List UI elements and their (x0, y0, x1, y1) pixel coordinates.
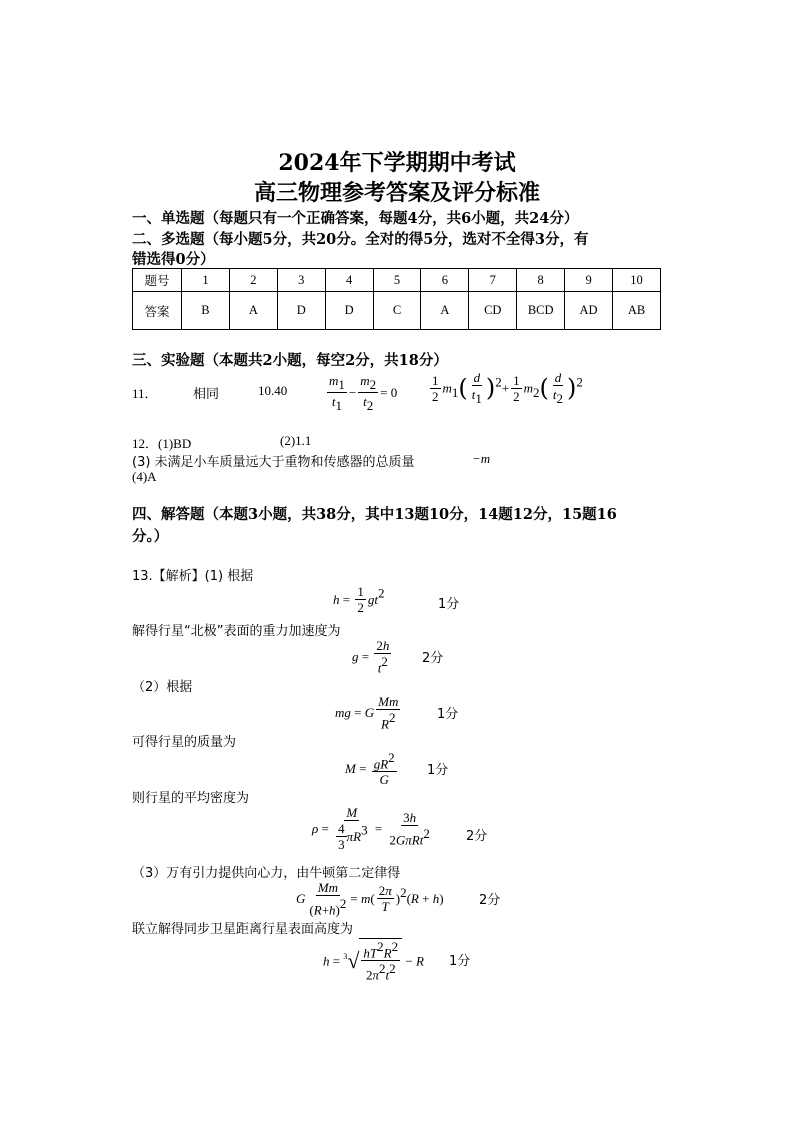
question-number: 5 (373, 269, 421, 292)
section4-heading-line2: 分。） (132, 528, 169, 545)
answer-cell: C (373, 292, 421, 330)
section2-heading-line1: 二、多选题（每小题5分，共20分。全对的得5分，选对不全得3分，有 (132, 231, 589, 248)
answer-cell: B (182, 292, 230, 330)
q13-text6: （3）万有引力提供向心力，由牛顿第二定律得 (132, 866, 401, 881)
q13-eq3-score: 1分 (437, 707, 459, 722)
question-number: 10 (613, 269, 661, 292)
q11-blank1: 相同 (193, 387, 220, 402)
answer-cell: D (325, 292, 373, 330)
question-number: 1 (182, 269, 230, 292)
question-number: 3 (277, 269, 325, 292)
question-number: 9 (565, 269, 613, 292)
q13-text5: 则行星的平均密度为 (132, 791, 250, 806)
q13-text7: 联立解得同步卫星距离行星表面高度为 (132, 922, 354, 937)
q12-line2-b: −m (472, 451, 491, 466)
answer-cell: AD (565, 292, 613, 330)
question-number: 6 (421, 269, 469, 292)
q13-intro: 13.【解析】(1) 根据 (132, 569, 254, 584)
q12-line3: (4)A (132, 469, 157, 484)
q13-eq4-score: 1分 (427, 763, 449, 778)
exam-title: 2024年下学期期中考试 (278, 150, 516, 176)
question-label: 题号 (133, 269, 182, 292)
q11-label: 11． (132, 386, 158, 401)
answer-cell: BCD (517, 292, 565, 330)
section3-heading: 三、实验题（本题共2小题，每空2分，共18分） (132, 352, 448, 369)
q11-momentum-equation: $\frac{m_1}{t_1}$ − $\frac{m_2}{t_2}$ = 0 (329, 373, 398, 414)
q13-eq5-score: 2分 (466, 829, 488, 844)
q13-eq1-score: 1分 (438, 597, 460, 612)
q12-line1-b: (2)1.1 (280, 433, 312, 448)
q13-eq6-score: 2分 (479, 893, 501, 908)
q13-text4: 可得行星的质量为 (132, 735, 237, 750)
question-number: 4 (325, 269, 373, 292)
answer-cell: D (277, 292, 325, 330)
answer-cell: CD (469, 292, 517, 330)
q12-line1-a: 12．(1)BD (132, 436, 192, 451)
answer-label: 答案 (133, 292, 182, 330)
answer-cell: AB (613, 292, 661, 330)
q13-text3: （2）根据 (132, 680, 193, 695)
q12-line2: (3) 未满足小车质量远大于重物和传感器的总质量 (132, 455, 415, 470)
q13-eq3: mg = G $\frac{Mm}{R^2}$ (335, 694, 399, 732)
section4-heading-line1: 四、解答题（本题3小题，共38分，其中13题10分，14题12分，15题16 (132, 506, 617, 523)
answer-row (133, 292, 661, 330)
question-number: 8 (517, 269, 565, 292)
q11-energy-equation: $\frac{1}{2}$ $m_1$( $\frac{d}{t_1}$ )$^2$+ $\frac{1}{2}$ $m_2$( $\frac{d}{t_2}$ )$^2$ (432, 370, 583, 407)
q13-eq7-score: 1分 (449, 954, 471, 969)
section2-heading-line2: 错选得0分） (132, 251, 215, 268)
question-number: 2 (229, 269, 277, 292)
question-number-row (133, 269, 661, 292)
q13-eq2-score: 2分 (422, 651, 444, 666)
answer-cell: A (229, 292, 277, 330)
q13-eq2: g = $\frac{2h}{t^2}$ (352, 638, 390, 676)
q13-eq6: G $\frac{Mm}{(R+h)^2}$ = m( $\frac{2\pi}{T}$ )$^2$(R + h) (296, 880, 444, 918)
exam-subtitle: 高三物理参考答案及评分标准 (253, 180, 540, 206)
q13-eq5: ρ = M $\frac{4}{3}$ $\pi R^3$ = $\frac{3h}{2G\pi Rt^2}$ (312, 805, 430, 852)
q11-blank2: 10.40 (258, 383, 288, 398)
question-number: 7 (469, 269, 517, 292)
section1-heading: 一、单选题（每题只有一个正确答案，每题4分，共6小题，共24分） (132, 210, 579, 227)
answer-cell: A (421, 292, 469, 330)
q13-eq1: h = $\frac{1}{2}$ $gt^2$ (333, 584, 385, 615)
q13-eq7: h = $^3$√ $\frac{hT^2R^2}{2\pi^2t^2}$ − R (323, 939, 424, 983)
q13-text2: 解得行星“北极”表面的重力加速度为 (132, 624, 341, 639)
q13-eq4: M = $\frac{gR^2}{G}$ (345, 750, 395, 788)
answer-table (132, 268, 661, 330)
